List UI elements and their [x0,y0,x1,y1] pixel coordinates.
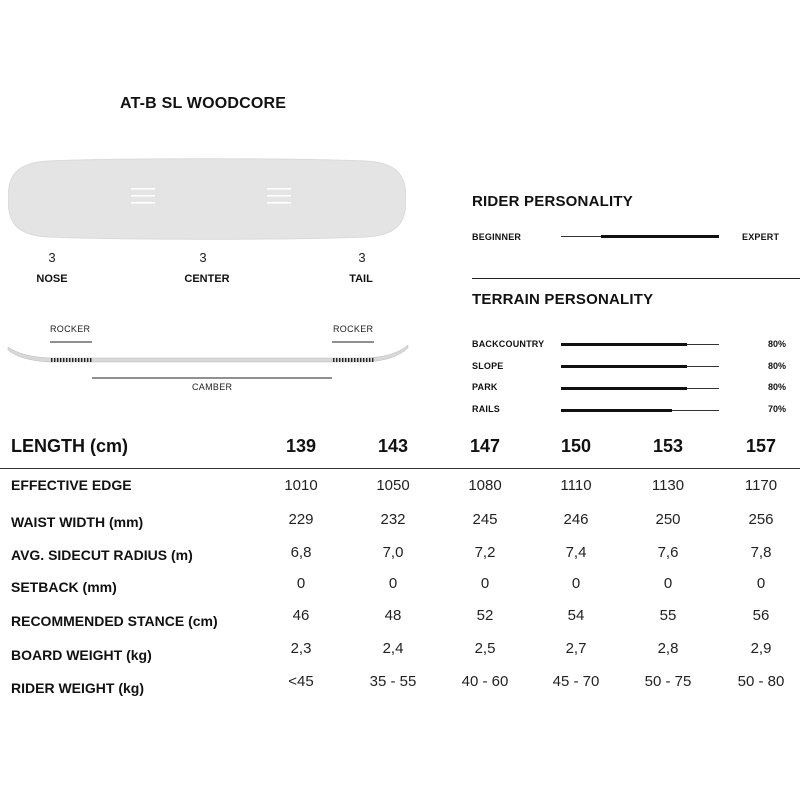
row-label: SETBACK (mm) [11,579,117,595]
table-cell: 1050 [376,477,410,494]
terrain-slope-value: 80% [767,361,786,371]
table-cell: 1170 [744,477,778,494]
table-cell: 52 [476,607,494,624]
table-cell: 50 - 75 [644,673,692,690]
table-cell: 6,8 [290,544,312,561]
terrain-backcountry-fill [561,343,687,346]
row-label: RIDER WEIGHT (kg) [11,680,144,696]
table-cell: 48 [384,607,402,624]
row-label: WAIST WIDTH (mm) [11,514,144,530]
length-cell: 143 [377,436,409,456]
table-cell: 2,8 [657,640,679,657]
rider-min-label: BEGINNER [472,232,522,242]
terrain-slope-fill [561,365,687,368]
table-cell: 35 - 55 [369,673,417,690]
terrain-personality-title: TERRAIN PERSONALITY [472,291,654,308]
table-cell: 7,6 [657,544,679,561]
table-cell: 2,3 [290,640,312,657]
camber-label: CAMBER [192,382,233,392]
rider-personality-title: RIDER PERSONALITY [472,193,633,210]
table-header-divider [0,468,800,469]
length-cell: 153 [652,436,684,456]
table-cell: 232 [380,511,406,528]
table-cell: 2,5 [474,640,496,657]
table-cell: 1080 [468,477,502,494]
flex-nose-label: NOSE [36,273,68,285]
flex-tail-value: 3 [358,250,366,265]
length-cell: 150 [560,436,592,456]
table-cell: 1130 [651,477,685,494]
table-cell: 1110 [560,477,592,494]
terrain-slope-label: SLOPE [472,361,504,371]
row-label: BOARD WEIGHT (kg) [11,647,152,663]
rider-level-track [561,236,719,237]
terrain-backcountry-label: BACKCOUNTRY [472,339,545,349]
rocker-right-hatch [332,358,374,362]
rider-max-label: EXPERT [742,232,780,242]
terrain-park-fill [561,387,687,390]
table-cell: 250 [655,511,681,528]
flex-tail-label: TAIL [349,273,373,285]
rider-level-range [601,235,720,238]
table-cell: 1010 [284,477,318,494]
board-profile-diagram [6,315,410,405]
rocker-left-label: ROCKER [50,324,91,334]
table-cell: 245 [472,511,498,528]
table-cell: 0 [571,575,581,592]
terrain-rails-value: 70% [767,404,786,414]
product-title: AT-B SL WOODCORE [120,95,287,112]
table-cell: 50 - 80 [737,673,785,690]
rocker-left-hatch [50,358,92,362]
length-cell: 147 [469,436,501,456]
table-cell: 0 [388,575,398,592]
table-cell: 7,0 [382,544,404,561]
table-cell: 0 [663,575,673,592]
board-shape [8,159,406,240]
table-cell: 7,4 [565,544,587,561]
table-cell: 256 [748,511,774,528]
table-cell: 7,2 [474,544,496,561]
table-cell: 2,9 [750,640,772,657]
flex-center-value: 3 [199,250,207,265]
table-cell: 55 [659,607,677,624]
table-cell: 0 [296,575,306,592]
board-illustration [8,158,406,240]
table-cell: 45 - 70 [552,673,600,690]
terrain-park-value: 80% [767,382,786,392]
row-label: EFFECTIVE EDGE [11,477,132,493]
table-cell: 2,7 [565,640,587,657]
flex-nose-value: 3 [48,250,56,265]
table-cell: 0 [480,575,490,592]
rocker-right-label: ROCKER [333,324,374,334]
terrain-park-track [561,388,719,389]
terrain-rails-track [561,410,719,411]
table-cell: 0 [756,575,766,592]
row-label: AVG. SIDECUT RADIUS (m) [11,547,193,563]
terrain-park-label: PARK [472,382,498,392]
table-cell: 229 [288,511,314,528]
terrain-backcountry-value: 80% [767,339,786,349]
table-cell: 246 [563,511,589,528]
length-header: LENGTH (cm) [11,436,128,456]
table-cell: 54 [567,607,585,624]
table-cell: 46 [292,607,310,624]
row-label: RECOMMENDED STANCE (cm) [11,613,218,629]
table-cell: <45 [288,673,314,690]
terrain-backcountry-track [561,344,719,345]
length-cell: 139 [285,436,317,456]
table-cell: 7,8 [750,544,772,561]
length-cell: 157 [745,436,777,456]
table-cell: 56 [752,607,770,624]
terrain-rails-fill [561,409,672,412]
table-cell: 2,4 [382,640,404,657]
section-divider [472,278,800,279]
table-cell: 40 - 60 [461,673,509,690]
flex-center-label: CENTER [184,273,230,285]
terrain-rails-label: RAILS [472,404,500,414]
terrain-slope-track [561,366,719,367]
